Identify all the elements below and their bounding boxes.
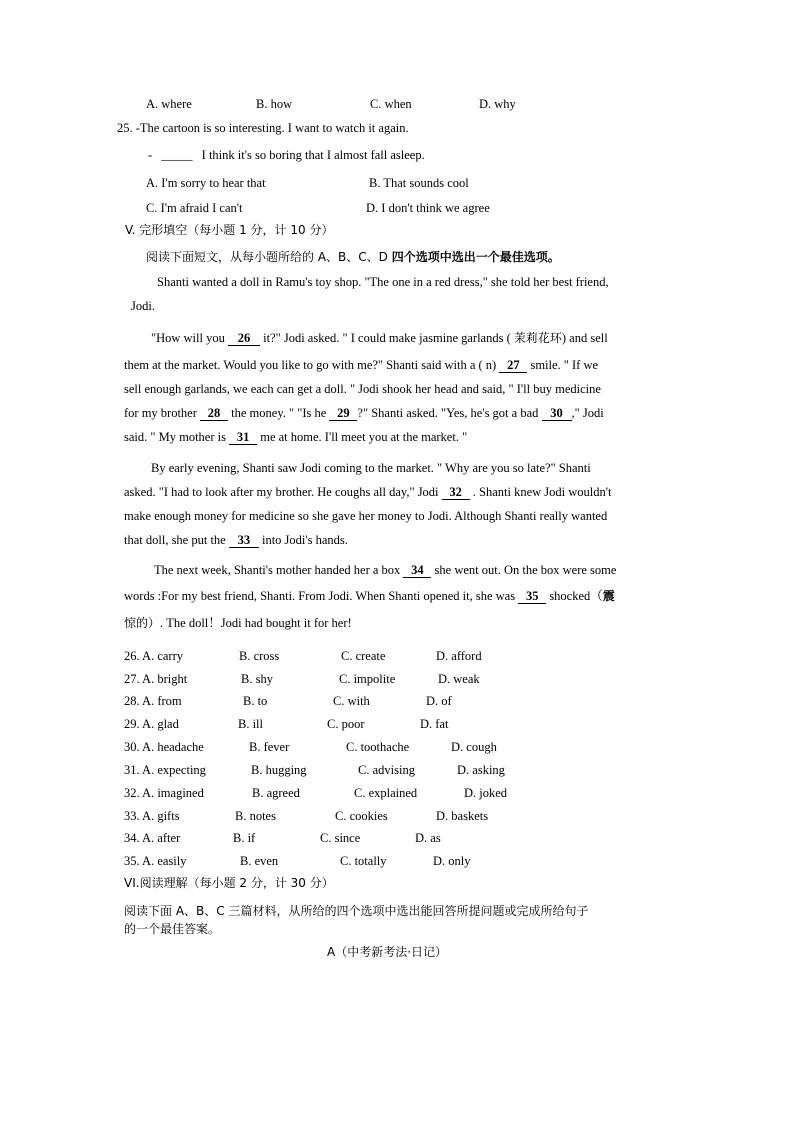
choice-27-a: 27. A. bright — [124, 672, 188, 686]
blank-27: 27 — [499, 358, 527, 373]
text: smile. " If we — [527, 358, 599, 372]
choice-33-a: 33. A. gifts — [124, 809, 180, 823]
choice-33-b: B. notes — [235, 809, 276, 823]
choice-28-c: C. with — [333, 694, 370, 708]
question-25-reply — [148, 147, 425, 163]
text: ) and sell — [561, 331, 608, 345]
text: 茉莉花环 — [513, 331, 562, 345]
choice-26-d: D. afford — [436, 649, 482, 663]
text: asked. "I had to look after my brother. He coughs all day," Jodi — [124, 485, 442, 499]
passage-p2-line5 — [124, 429, 467, 445]
reply-blank: _____ — [161, 148, 193, 162]
text: 惊的） — [124, 616, 161, 630]
text: ," Jodi — [571, 406, 604, 420]
choice-33-d: D. baskets — [436, 809, 489, 823]
passage-p2-line1 — [151, 330, 608, 346]
passage-p3-line3: make enough money for medicine so she gave her money to Jodi. Although Shanti really wanted — [124, 509, 608, 523]
blank-26: 26 — [228, 331, 260, 346]
blank-29: 29 — [329, 406, 357, 421]
choice-27-c: C. impolite — [339, 672, 396, 686]
section-5-instruction — [146, 249, 560, 265]
passage-p4-line3 — [124, 615, 352, 631]
blank-32: 32 — [442, 485, 470, 500]
text: me at home. I'll meet you at the market. " — [257, 430, 468, 444]
text: into Jodi's hands. — [258, 533, 348, 547]
choice-31-a: 31. A. expecting — [124, 763, 206, 777]
choice-26-c: C. create — [341, 649, 386, 663]
choice-34-d: D. as — [415, 831, 441, 845]
option-24-a: A. where — [146, 97, 192, 111]
choice-31-c: C. advising — [358, 763, 415, 777]
choice-35-a: 35. A. easily — [124, 854, 187, 868]
text: them at the market. Would you like to go with me?" Shanti said with a ( n) — [124, 358, 500, 372]
choice-26-b: B. cross — [239, 649, 280, 663]
text: she went out. On the box were some — [431, 563, 617, 577]
instruction-part-b: 四个选项中选出一个最佳选项。 — [391, 250, 560, 264]
text: . Shanti knew Jodi wouldn't — [469, 485, 612, 499]
passage-p1-line2: Jodi. — [131, 299, 155, 313]
option-25-b: B. That sounds cool — [369, 176, 469, 190]
text: the money. " "Is he — [228, 406, 330, 420]
choice-34-c: C. since — [320, 831, 361, 845]
choice-34-b: B. if — [233, 831, 256, 845]
text: for my brother — [124, 406, 201, 420]
choice-26-a: 26. A. carry — [124, 649, 184, 663]
option-24-d: D. why — [479, 97, 516, 111]
passage-p3-line4 — [124, 532, 348, 548]
choice-32-d: D. joked — [464, 786, 508, 800]
choice-27-d: D. weak — [438, 672, 480, 686]
choice-32-c: C. explained — [354, 786, 418, 800]
choice-29-c: C. poor — [327, 717, 365, 731]
choice-30-c: C. toothache — [346, 740, 410, 754]
passage-p2-line4 — [124, 405, 604, 421]
reply-dash: - — [148, 148, 153, 162]
text: . The doll！Jodi had bought it for her! — [160, 616, 352, 630]
passage-p1-line1: Shanti wanted a doll in Ramu's toy shop. "The one in a red dress," she told her best friend, — [157, 275, 609, 289]
option-24-c: C. when — [370, 97, 412, 111]
passage-p3-line1: By early evening, Shanti saw Jodi coming to the market. " Why are you so late?" Shanti — [151, 461, 591, 475]
option-25-a: A. I'm sorry to hear that — [146, 176, 266, 190]
text: shocked（ — [546, 589, 603, 603]
blank-28: 28 — [200, 406, 228, 421]
choice-29-a: 29. A. glad — [124, 717, 179, 731]
section-6-instruction-line1: 阅读下面 A、B、C 三篇材料，从所给的四个选项中选出能回答所提问题或完成所给句子 — [124, 904, 589, 918]
text: 震 — [602, 589, 615, 603]
choice-34-a: 34. A. after — [124, 831, 181, 845]
passage-p4-line1 — [154, 562, 616, 578]
option-25-d: D. I don't think we agree — [366, 201, 490, 215]
choice-35-c: C. totally — [340, 854, 387, 868]
instruction-part-a: 阅读下面短文，从每小题所给的 A、B、C、D — [146, 250, 392, 264]
choice-33-c: C. cookies — [335, 809, 388, 823]
choice-31-b: B. hugging — [251, 763, 307, 777]
text: it?" Jodi asked. " I could make jasmine garlands ( — [259, 331, 514, 345]
choice-27-b: B. shy — [241, 672, 273, 686]
section-5-heading: V. 完形填空（每小题 1 分，计 10 分） — [125, 223, 334, 237]
section-6-instruction-line2: 的一个最佳答案。 — [124, 922, 221, 936]
reply-text: I think it's so boring that I almost fall asleep. — [201, 148, 425, 162]
option-24-b: B. how — [256, 97, 293, 111]
choice-31-d: D. asking — [457, 763, 505, 777]
passage-p4-line2 — [124, 588, 615, 604]
text: said. " My mother is — [124, 430, 230, 444]
part-a-title: A（中考新考法·日记） — [327, 945, 448, 959]
passage-p2-line3: sell enough garlands, we each can get a doll. " Jodi shook her head and said, " I'll buy medicine — [124, 382, 601, 396]
choice-29-d: D. fat — [420, 717, 449, 731]
option-25-c: C. I'm afraid I can't — [146, 201, 243, 215]
choice-30-d: D. cough — [451, 740, 497, 754]
choice-30-a: 30. A. headache — [124, 740, 204, 754]
choice-28-d: D. of — [426, 694, 452, 708]
passage-p2-line2 — [124, 357, 598, 373]
blank-34: 34 — [403, 563, 431, 578]
blank-31: 31 — [229, 430, 257, 445]
blank-30: 30 — [542, 406, 572, 421]
blank-35: 35 — [518, 589, 546, 604]
text: "How will you — [151, 331, 228, 345]
text: that doll, she put the — [124, 533, 229, 547]
text: The next week, Shanti's mother handed her a box — [154, 563, 404, 577]
choice-32-b: B. agreed — [252, 786, 300, 800]
choice-28-a: 28. A. from — [124, 694, 182, 708]
text: ?" Shanti asked. "Yes, he's got a bad — [357, 406, 542, 420]
blank-33: 33 — [229, 533, 259, 548]
choice-35-d: D. only — [433, 854, 471, 868]
choice-35-b: B. even — [240, 854, 279, 868]
choice-32-a: 32. A. imagined — [124, 786, 204, 800]
choice-28-b: B. to — [243, 694, 268, 708]
question-25-stem: 25. -The cartoon is so interesting. I want to watch it again. — [117, 121, 409, 135]
passage-p3-line2 — [124, 484, 612, 500]
choice-29-b: B. ill — [238, 717, 264, 731]
section-6-heading: VI.阅读理解（每小题 2 分，计 30 分） — [124, 876, 334, 890]
text: words :For my best friend, Shanti. From Jodi. When Shanti opened it, she was — [124, 589, 519, 603]
choice-30-b: B. fever — [249, 740, 290, 754]
